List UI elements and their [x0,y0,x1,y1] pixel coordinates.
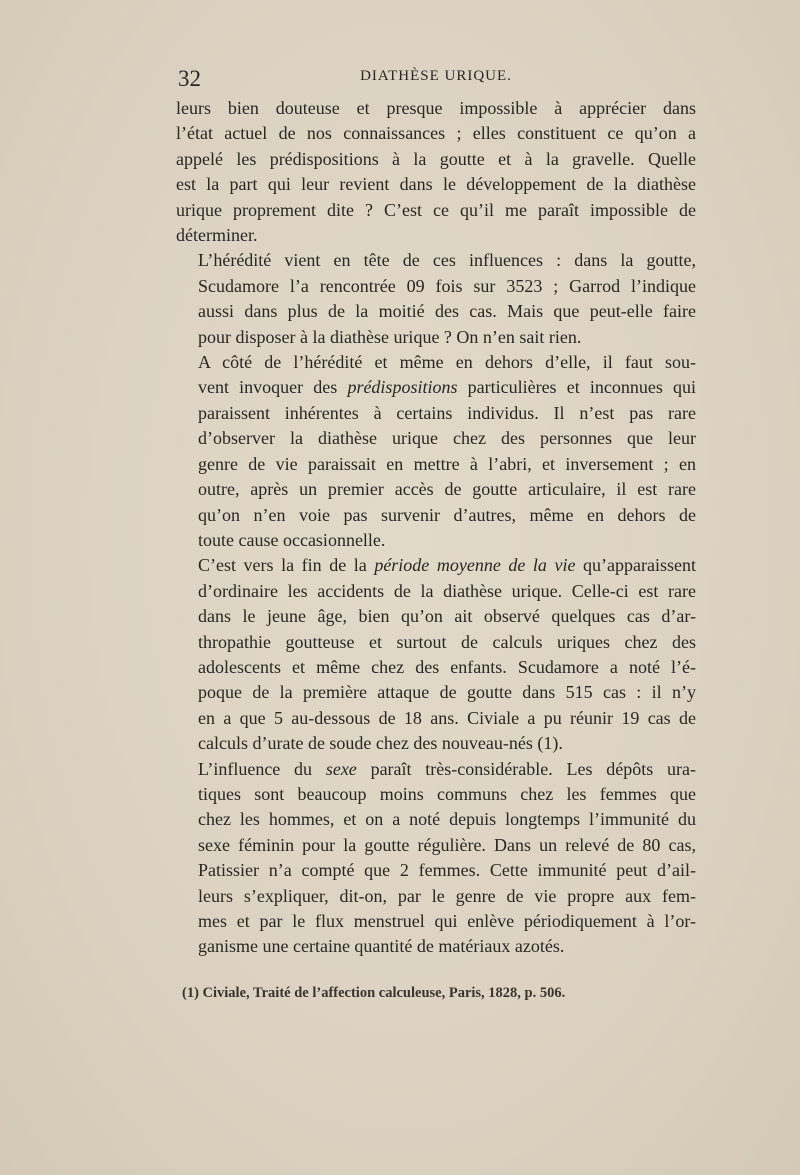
paragraph [176,757,696,960]
text-line: L’hérédité vient en tête de ces influences : dans la goutte, [198,250,696,271]
text-line: déterminer. [176,225,258,246]
text-line: thropathie goutteuse et surtout de calculs uriques chez des [198,631,696,652]
text-line: leurs s’expliquer, dit-on, par le genre de vie propre aux fem- [198,885,696,906]
text-line: leurs bien douteuse et presque impossible à apprécier dans [176,98,696,118]
text-line: toute cause occasionnelle. [198,529,386,550]
body-text [176,96,696,960]
text-line: chez les hommes, et on a noté depuis longtemps l’immunité du [198,809,696,830]
text-line: A côté de l’hérédité et même en dehors d’elle, il faut sou- [198,352,696,373]
text-span: C’est vers la fin de la [198,555,375,576]
text-line: adolescents et même chez des enfants. Scudamore a noté l’é- [198,656,696,677]
paragraph [176,96,696,248]
text-line: Scudamore l’a rencontrée 09 fois sur 3523 ; Garrod l’indique [198,275,696,296]
text-line: dans le jeune âge, bien qu’on ait observé quelques cas d’ar- [198,606,696,627]
text-line: urique proprement dite ? C’est ce qu’il me paraît impossible de [176,199,696,220]
text-line: mes et par le flux menstruel qui enlève périodiquement à l’or- [198,911,696,931]
text-line: qu’on n’en voie pas survenir d’autres, même en dehors de [198,504,696,525]
paragraph [176,553,696,756]
text-line: tiques sont beaucoup moins communs chez les femmes que [198,783,696,804]
text-line: outre, après un premier accès de goutte articulaire, il est rare [198,479,696,500]
text-line [176,757,696,782]
text-line: ganisme une certaine quantité de matériaux azotés. [198,936,565,957]
text-line: d’ordinaire les accidents de la diathèse urique. Celle-ci est rare [198,580,696,601]
text-line: Patissier n’a compté que 2 femmes. Cette immunité peut d’ail- [198,860,696,881]
text-line: en a que 5 au-dessous de 18 ans. Civiale a pu réunir 19 cas de [198,707,696,728]
text-line: calculs d’urate de soude chez des nouveau-nés (1). [198,733,563,754]
text-span: paraît très-considérable. Les dépôts ura- [356,758,696,779]
text-line: l’état actuel de nos connaissances ; elles constituent ce qu’on a [176,123,696,144]
text-span: L’influence du [198,758,326,779]
text-line [176,375,696,400]
emphasis: sexe [325,758,357,779]
text-line: aussi dans plus de la moitié des cas. Mais que peut-elle faire [198,301,696,322]
text-span: particulières et inconnues qui [457,377,696,398]
text-line: paraissent inhérentes à certains individus. Il n’est pas rare [198,402,696,423]
paragraph [176,350,696,553]
paragraph [176,248,696,350]
text-line: pour disposer à la diathèse urique ? On n’en sait rien. [198,326,582,347]
text-line: est la part qui leur revient dans le développement de la diathèse [176,174,696,195]
text-span: qu’apparaissent [575,555,697,576]
text-line: sexe féminin pour la goutte régulière. Dans un relevé de 80 cas, [198,834,696,855]
text-span: vent invoquer des [198,377,348,398]
emphasis: période moyenne de la vie [374,555,576,576]
running-title: DIATHÈSE URIQUE. [360,68,512,84]
page-number: 32 [178,66,201,91]
text-line: genre de vie paraissait en mettre à l’abri, et inversement ; en [198,453,696,474]
page-header [178,64,694,94]
text-line: appelé les prédispositions à la goutte et à la gravelle. Quelle [176,148,696,169]
emphasis: prédispositions [347,377,458,398]
text-line [176,553,696,578]
footnote: (1) Civiale, Traité de l’affection calculeuse, Paris, 1828, p. 506. [182,985,566,1001]
text-line: d’observer la diathèse urique chez des personnes que leur [198,428,696,449]
text-line: poque de la première attaque de goutte dans 515 cas : il n’y [198,682,696,703]
